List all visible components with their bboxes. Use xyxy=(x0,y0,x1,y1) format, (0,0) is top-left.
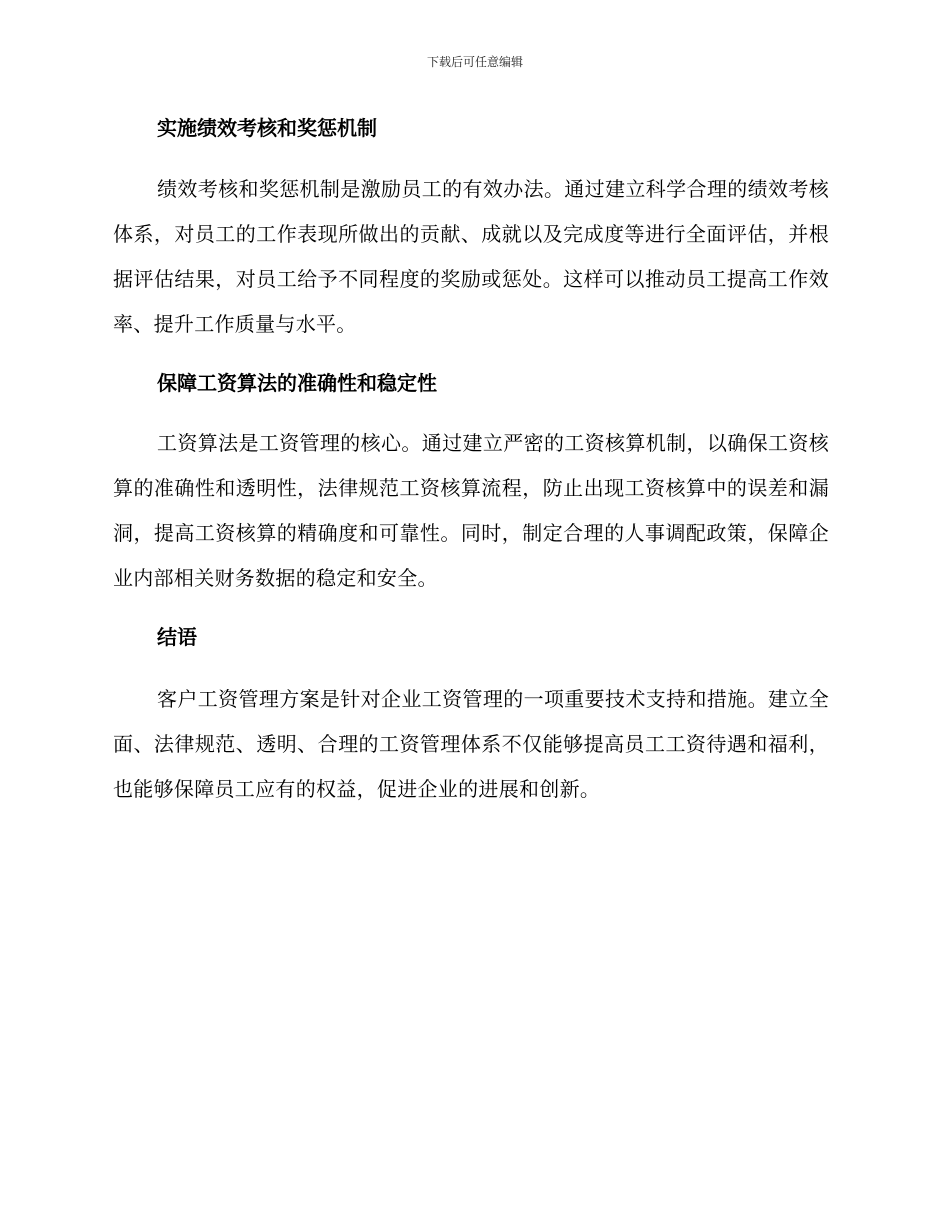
section-paragraph-salary-algorithm: 工资算法是工资管理的核心。通过建立严密的工资核算机制，以确保工资核算的准确性和透明性，法律规范工资核算流程，防止出现工资核算中的误差和漏洞，提高工资核算的精确度和可靠性。同时，制定合理的人事调配政策，保障企业内部相关财务数据的稳定和安全。 xyxy=(113,431,829,590)
section-heading-conclusion: 结语 xyxy=(157,625,197,649)
section-heading-performance: 实施绩效考核和奖惩机制 xyxy=(157,116,377,140)
section-heading-salary-algorithm: 保障工资算法的准确性和稳定性 xyxy=(157,371,437,395)
page-header-note: 下载后可任意编辑 xyxy=(426,55,523,69)
section-paragraph-performance: 绩效考核和奖惩机制是激励员工的有效办法。通过建立科学合理的绩效考核体系，对员工的工作表现所做出的贡献、成就以及完成度等进行全面评估，并根据评估结果，对员工给予不同程度的奖励或惩处。这样可以推动员工提高工作效率、提升工作质量与水平。 xyxy=(113,177,829,336)
section-paragraph-conclusion: 客户工资管理方案是针对企业工资管理的一项重要技术支持和措施。建立全面、法律规范、透明、合理的工资管理体系不仅能够提高员工工资待遇和福利，也能够保障员工应有的权益，促进企业的进展和创新。 xyxy=(113,687,829,801)
document-body xyxy=(113,112,829,812)
